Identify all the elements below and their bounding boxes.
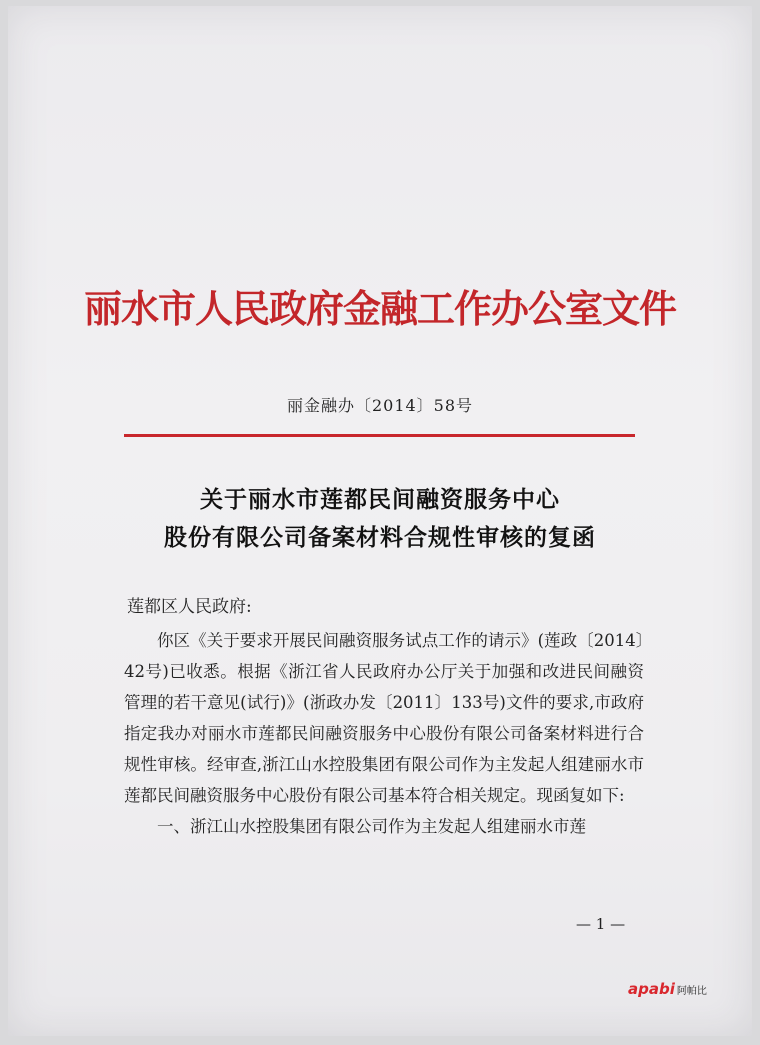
- document-header-title: 丽水市人民政府金融工作办公室文件: [83, 286, 676, 331]
- letter-body: [124, 625, 644, 842]
- addressee: 莲都区人民政府:: [127, 597, 252, 617]
- page-number: — 1 —: [576, 915, 626, 933]
- body-paragraph-1: 你区《关于要求开展民间融资服务试点工作的请示》(莲政〔2014〕42号)已收悉。根据《浙江省人民政府办公厅关于加强和改进民间融资管理的若干意见(试行)》(浙政办发〔2011〕133号)文件的要求,市政府指定我办对丽水市莲都民间融资服务中心股份有限公司备案材料进行合规性审核。经审查,浙江山水控股集团有限公司作为主发起人组建丽水市莲都民间融资服务中心股份有限公司基本符合相关规定。现函复如下:: [124, 631, 644, 805]
- document-number: 丽金融办〔2014〕58号: [286, 396, 474, 415]
- subject-line-1: 关于丽水市莲都民间融资服务中心: [200, 486, 560, 513]
- apabi-logo-mark: apabi: [628, 980, 675, 998]
- header-red-rule: [124, 434, 635, 437]
- apabi-logo: [628, 980, 707, 998]
- body-paragraph-2: 一、浙江山水控股集团有限公司作为主发起人组建丽水市莲: [157, 817, 586, 836]
- apabi-logo-text: 阿帕比: [676, 985, 707, 997]
- subject-line-2: 股份有限公司备案材料合规性审核的复函: [164, 524, 596, 551]
